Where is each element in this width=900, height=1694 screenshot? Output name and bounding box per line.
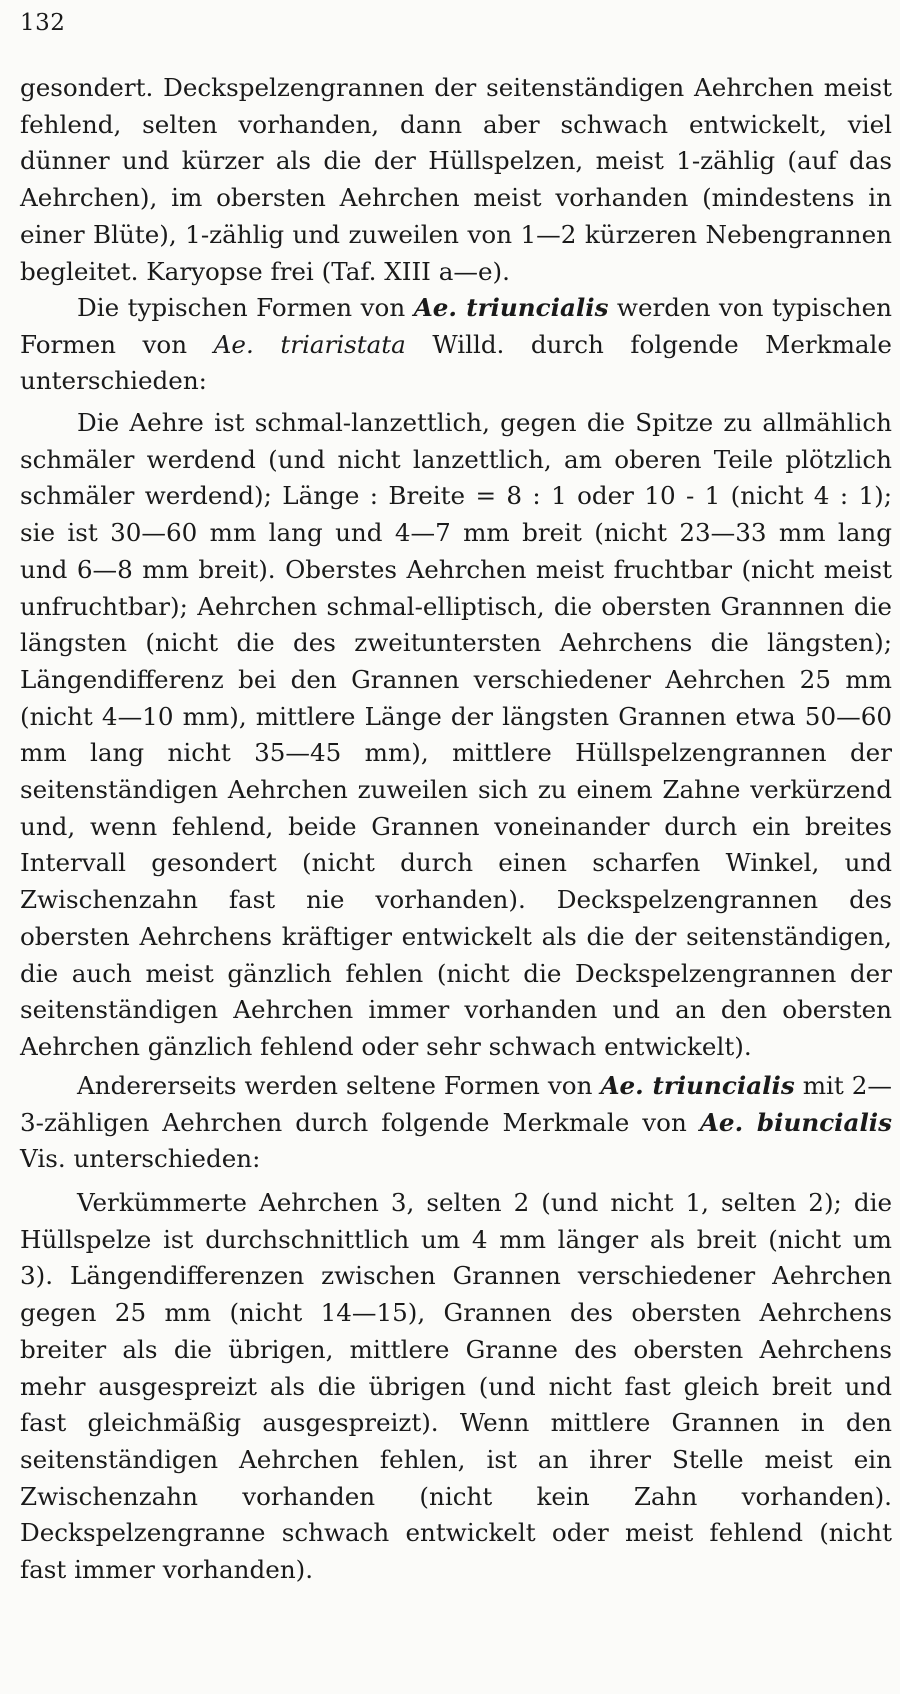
paragraph-comparison-triaristata (20, 290, 892, 400)
text-block-2 (20, 290, 892, 400)
text-segment: Verkümmerte Aehrchen 3, selten 2 (und nicht 1, selten 2); die Hüllspelze ist durchschnittlich um 4 mm länger als breit (nicht um 3). Längendifferenzen zwischen Grannen verschiedener Aehrchen gegen 25 mm (nicht 14—15), Grannen des obersten Aehrchens breiter als die übrigen, mittlere Granne des obersten Aehrchens mehr ausgespreizt als die übrigen (und nicht fast gleich breit und fast gleichmäßig ausgespreizt). Wenn mittlere Grannen in den seitenständigen Aehrchen fehlen, ist an ihrer Stelle meist ein Zwischenzahn vorhanden (nicht kein Zahn vorhanden). Deckspelzengranne schwach entwickelt oder meist fehlend (nicht fast immer vorhanden). (20, 1188, 892, 1585)
paragraph-rare-forms (20, 1185, 892, 1589)
text-block-5 (20, 1185, 892, 1589)
text-block-1 (20, 70, 892, 290)
text-block-4 (20, 1068, 892, 1178)
text-segment: Die typischen Formen von (77, 293, 414, 322)
paragraph-characteristics (20, 405, 892, 1066)
species-name: Ae. triaristata (213, 329, 406, 359)
text-segment: werden von typischen Formen von (20, 293, 892, 359)
text-segment: gesondert. Deckspelzengrannen der seitenständigen Aehrchen meist fehlend, selten vorhanden, dann aber schwach entwickelt, viel dünner und kürzer als die der Hüllspelzen, meist 1-zählig (auf das Aehrchen), im obersten Aehrchen meist vorhanden (mindestens in einer Blüte), 1-zählig und zuweilen von 1—2 kürzeren Nebengrannen begleitet. Karyopse frei (Taf. XIII a—e). (20, 73, 892, 286)
species-name: Ae. triuncialis (600, 1071, 795, 1100)
text-segment: Vis. unterschieden: (20, 1144, 261, 1174)
text-block-3 (20, 405, 892, 1066)
paragraph-continuation (20, 70, 892, 290)
text-segment: Die Aehre ist schmal-lanzettlich, gegen die Spitze zu allmählich schmäler werdend (und nicht lanzettlich, am oberen Teile plötzlich schmäler werdend); Länge : Breite = 8 : 1 oder 10 - 1 (nicht 4 : 1); sie ist 30—60 mm lang und 4—7 mm breit (nicht 23—33 mm lang und 6—8 mm breit). Oberstes Aehrchen meist fruchtbar (nicht meist unfruchtbar); Aehrchen schmal-elliptisch, die obersten Grannnen die längsten (nicht die des zweituntersten Aehrchens die längsten); Längendifferenz bei den Grannen verschiedener Aehrchen 25 mm (nicht 4—10 mm), mittlere Länge der längsten Grannen etwa 50—60 mm lang nicht 35—45 mm), mittlere Hüllspelzengrannen der seitenständigen Aehrchen zuweilen sich zu einem Zahne verkürzend und, wenn fehlend, beide Grannen voneinander durch ein breites Intervall gesondert (nicht durch einen scharfen Winkel, und Zwischenzahn fast nie vorhanden). Deckspelzengrannen des obersten Aehrchens kräftiger entwickelt als die der seitenständigen, die auch meist gänzlich fehlen (nicht die Deckspelzengrannen der seitenständigen Aehrchen immer vorhanden und an den obersten Aehrchen gänzlich fehlend oder sehr schwach entwickelt). (20, 408, 892, 1061)
text-segment: Andererseits werden seltene Formen von (77, 1071, 601, 1100)
species-name: Ae. biuncialis (699, 1107, 892, 1137)
text-segment: mit 2—3-zähligen Aehrchen durch folgende Merkmale von (20, 1071, 893, 1137)
paragraph-comparison-biuncialis (20, 1068, 892, 1178)
page-number: 132 (20, 10, 66, 36)
species-name: Ae. triuncialis (413, 293, 609, 322)
text-segment: Willd. durch folgende Merkmale unterschieden: (20, 329, 892, 396)
